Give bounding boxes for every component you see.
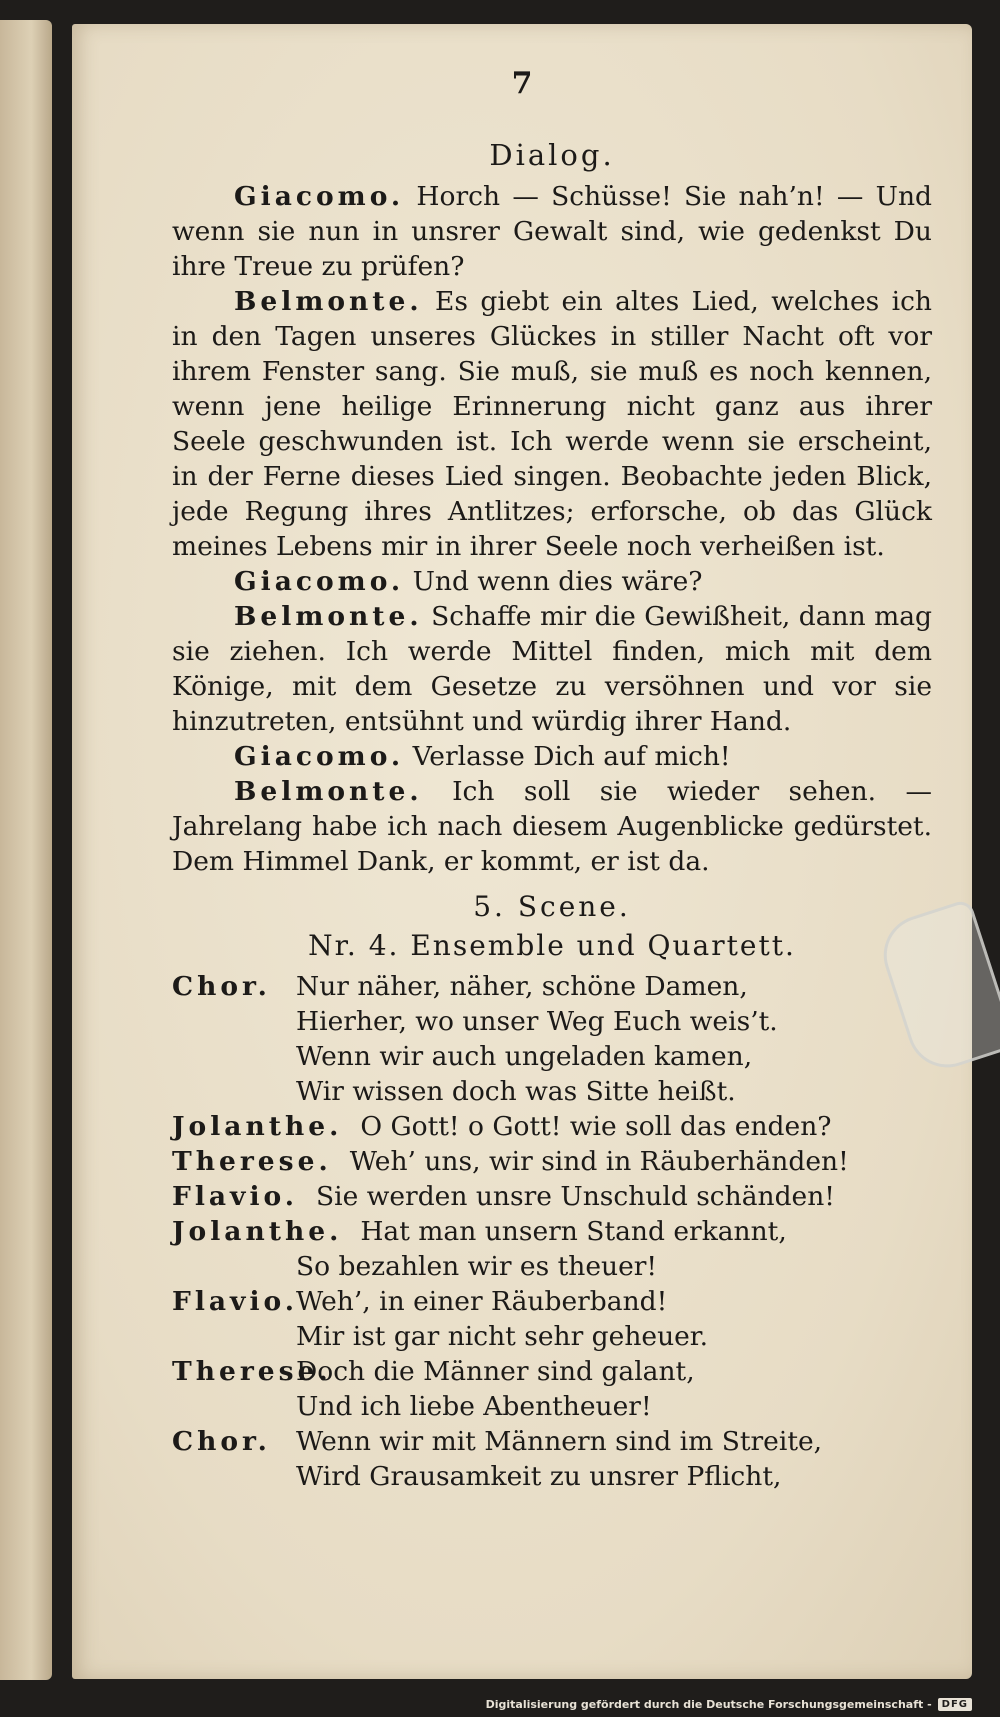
verse-line [172, 1004, 932, 1039]
verse-text: Sie werden unsre Unschuld schänden! [315, 1181, 835, 1212]
verse-line [172, 1039, 932, 1074]
verse-speaker [172, 1004, 296, 1039]
verse-speaker: Jolanthe. [172, 1111, 343, 1142]
verse-line [172, 1389, 932, 1424]
speech-text: Es giebt ein altes Lied, welches ich in den Tagen unseres Glückes in stiller Nacht oft vor ihrem Fenster sang. Sie muß, sie muß es noch kennen, wenn jene heilige Erinnerung nicht ganz aus ihrer Seele geschwunden ist. Ich werde wenn sie erscheint, in der Ferne dieses Lied singen. Beobachte jeden Blick, jede Regung ihres Antlitzes; erforsche, ob das Glück meines Lebens mir in ihrer Seele noch verheißen ist. [172, 286, 932, 562]
verse-line [172, 1459, 932, 1494]
verse-text: Hierher, wo unser Weg Euch weis’t. [296, 1006, 778, 1037]
dialog-paragraph [172, 179, 932, 284]
speaker-name: Giacomo. [234, 566, 405, 597]
verse-text: Wenn wir mit Männern sind im Streite, [296, 1426, 823, 1457]
verse-speaker: Flavio. [172, 1181, 298, 1212]
number-title: Nr. 4. Ensemble und Quartett. [308, 929, 796, 962]
verse-speaker [172, 1039, 296, 1074]
footer-credit: Digitalisierung gefördert durch die Deutsche Forschungsgemeinschaft - [485, 1698, 932, 1711]
verse-speaker: Therese. [172, 1146, 332, 1177]
verse-line [172, 969, 932, 1004]
dialog-paragraph [172, 284, 932, 564]
speech-text: Ich soll sie wieder sehen. — Jahrelang habe ich nach diesem Augenblicke gedürstet. Dem Himmel Dank, er kommt, er ist da. [172, 776, 932, 877]
verse-speaker: Jolanthe. [172, 1216, 343, 1247]
verse-speaker [172, 1249, 296, 1284]
dialog-paragraph [172, 599, 932, 739]
speech-text: Und wenn dies wäre? [412, 566, 703, 597]
speaker-name: Belmonte. [234, 776, 423, 807]
verse-speaker [172, 1389, 296, 1424]
page-number: 7 [511, 66, 533, 101]
speech-text: Horch — Schüsse! Sie nah’n! — Und wenn sie nun in unsrer Gewalt sind, wie gedenkst Du ihre Treue zu prüfen? [172, 181, 932, 282]
verse-line [172, 1354, 932, 1389]
verse-text: Nur näher, näher, schöne Damen, [296, 971, 748, 1002]
dialog-heading: Dialog. [489, 138, 615, 172]
speaker-name: Belmonte. [234, 601, 423, 632]
verse-line [172, 1214, 932, 1249]
verse-speaker: Chor. [172, 971, 271, 1002]
facing-page-edge [0, 20, 52, 1680]
scene-title: 5. Scene. [473, 890, 631, 923]
verse-text: Weh’ uns, wir sind in Räuberhänden! [349, 1146, 849, 1177]
verse-line [172, 1144, 932, 1179]
dfg-logo: DFG [938, 1698, 972, 1711]
verse-speaker: Flavio. [172, 1286, 298, 1317]
verse-text: Hat man unsern Stand erkannt, [360, 1216, 787, 1247]
verse-line [172, 1249, 932, 1284]
speech-text: Verlasse Dich auf mich! [412, 741, 731, 772]
verse-line [172, 1074, 932, 1109]
speaker-name: Giacomo. [234, 181, 405, 212]
verse-speaker [172, 1319, 296, 1354]
verse-text: Weh’, in einer Räuberband! [296, 1286, 668, 1317]
verse-text: Wird Grausamkeit zu unsrer Pflicht, [296, 1461, 782, 1492]
verse-speaker [172, 1459, 296, 1494]
verse-text: Und ich liebe Abentheuer! [296, 1391, 652, 1422]
verse-text: O Gott! o Gott! wie soll das enden? [360, 1111, 832, 1142]
speech-text: Schaffe mir die Gewißheit, dann mag sie ziehen. Ich werde Mittel finden, mich mit dem Könige, mit dem Gesetze zu versöhnen und vor sie hinzutreten, entsühnt und würdig ihrer Hand. [172, 601, 932, 737]
verse-line [172, 1424, 932, 1459]
verse-text: So bezahlen wir es theuer! [296, 1251, 658, 1282]
speaker-name: Belmonte. [234, 286, 423, 317]
book-page [72, 24, 972, 1679]
dialog-paragraph [172, 774, 932, 879]
verse-line [172, 1319, 932, 1354]
verse-text: Doch die Männer sind galant, [296, 1356, 695, 1387]
verse-speaker: Chor. [172, 1426, 271, 1457]
verse-line [172, 1109, 932, 1144]
dialog-paragraph [172, 739, 932, 774]
verse-text: Wenn wir auch ungeladen kamen, [296, 1041, 753, 1072]
verse-text: Mir ist gar nicht sehr geheuer. [296, 1321, 708, 1352]
dialog-paragraph [172, 564, 932, 599]
speaker-name: Giacomo. [234, 741, 405, 772]
digitization-footer [486, 1698, 972, 1711]
verse-line [172, 1284, 932, 1319]
verse-speaker: Therese. [172, 1356, 332, 1387]
verse-text: Wir wissen doch was Sitte heißt. [296, 1076, 736, 1107]
verse-speaker [172, 1074, 296, 1109]
verse-line [172, 1179, 932, 1214]
page-text [172, 134, 932, 1494]
